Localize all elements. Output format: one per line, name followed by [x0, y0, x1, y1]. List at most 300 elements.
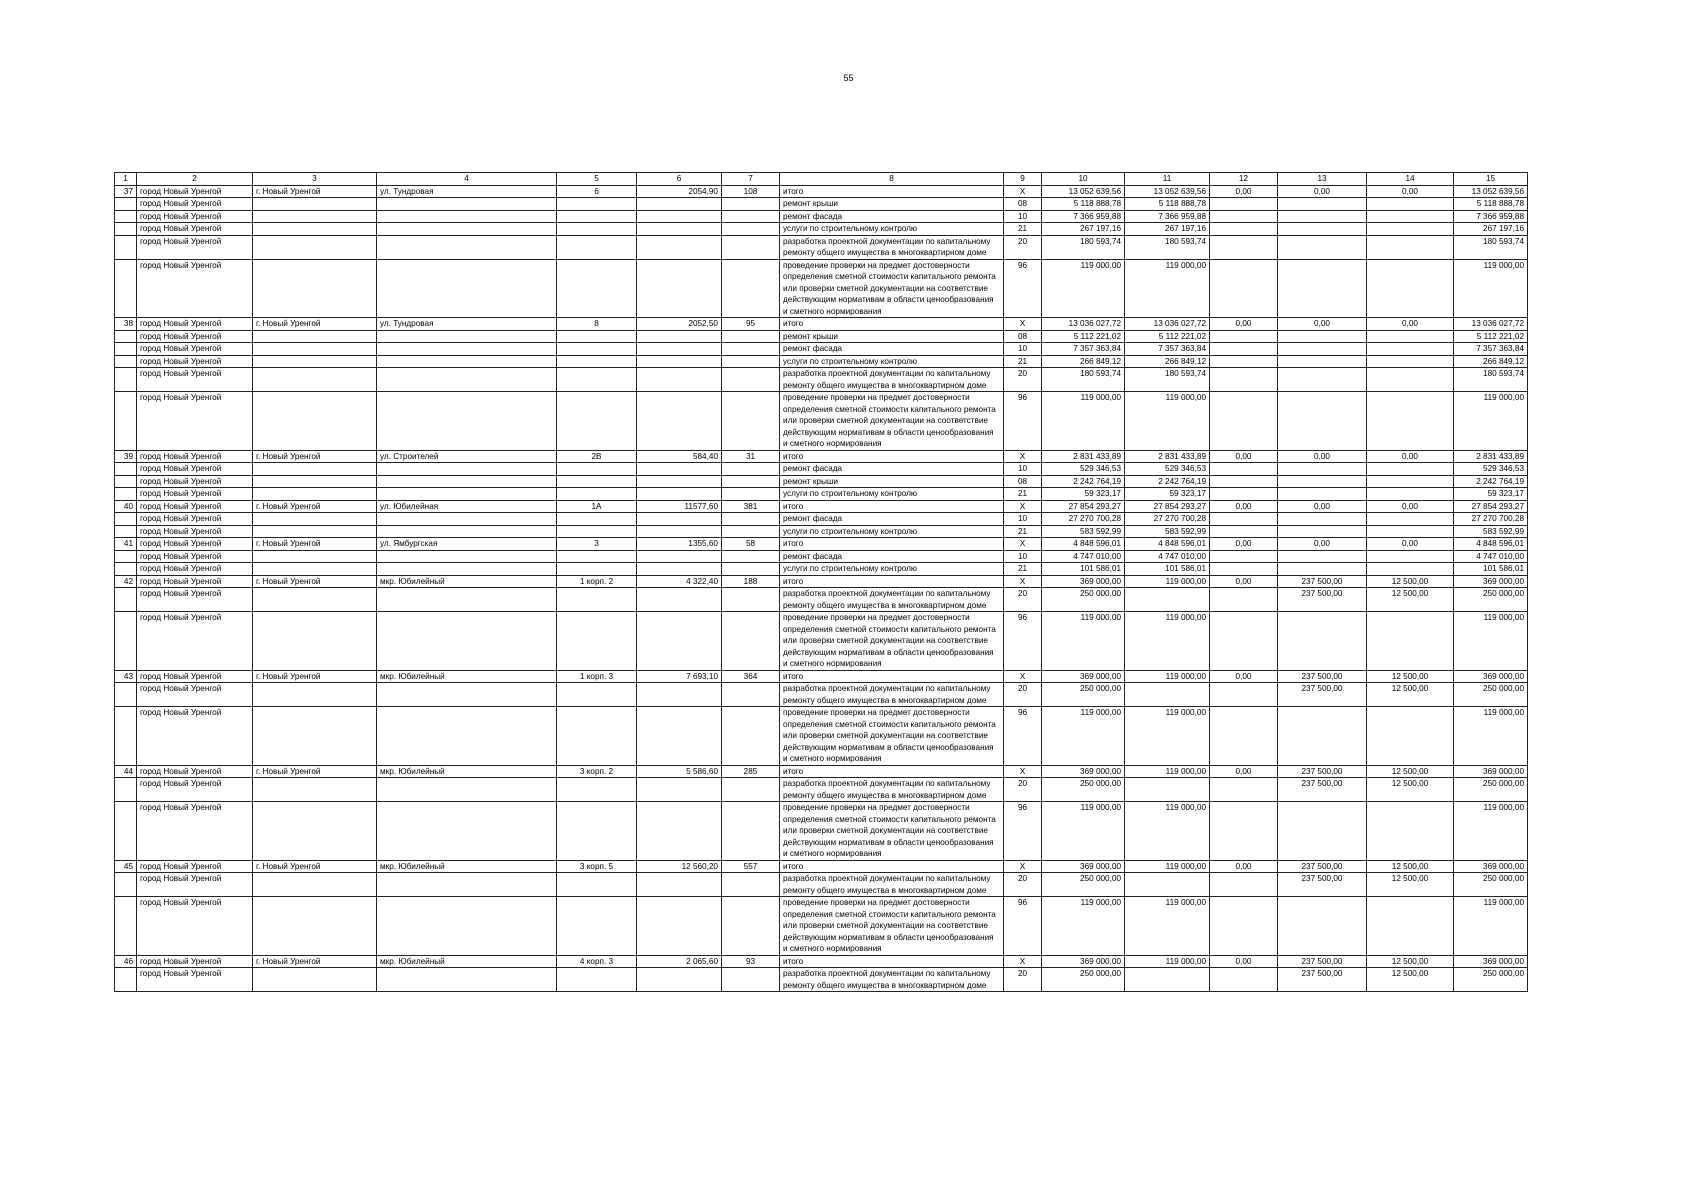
total-cost-cell: 119 000,00 [1042, 897, 1125, 956]
street-cell [377, 223, 557, 236]
street-cell: мкр. Юбилейный [377, 955, 557, 968]
work-type-cell: разработка проектной документации по капитальному ремонту общего имущества в многоквартирном доме [780, 873, 1004, 897]
local-budget-cell: 0,00 [1278, 318, 1367, 331]
work-type-cell: ремонт крыши [780, 475, 1004, 488]
settlement-cell [253, 563, 377, 576]
table-row [115, 450, 1528, 463]
municipality-cell: город Новый Уренгой [137, 707, 253, 766]
municipality-cell: город Новый Уренгой [137, 513, 253, 526]
area-cell [637, 707, 722, 766]
row-index-cell: 37 [115, 185, 137, 198]
settlement-cell [253, 550, 377, 563]
residents-cell [722, 612, 780, 671]
total-cost-cell: 119 000,00 [1042, 707, 1125, 766]
regional-budget-cell [1210, 235, 1278, 259]
row-index-cell [115, 198, 137, 211]
area-cell [637, 235, 722, 259]
house-number-cell [557, 802, 637, 861]
local-budget-cell: 0,00 [1278, 500, 1367, 513]
table-row [115, 223, 1528, 236]
settlement-cell [253, 612, 377, 671]
work-code-cell: 21 [1004, 488, 1042, 501]
owners-funds-cell [1367, 198, 1454, 211]
fund-cost-cell: 119 000,00 [1125, 575, 1210, 588]
local-budget-cell [1278, 343, 1367, 356]
work-code-cell: 96 [1004, 802, 1042, 861]
municipality-cell: город Новый Уренгой [137, 588, 253, 612]
municipality-cell: город Новый Уренгой [137, 897, 253, 956]
area-cell [637, 802, 722, 861]
table-row [115, 355, 1528, 368]
row-index-cell [115, 475, 137, 488]
regional-budget-cell [1210, 463, 1278, 476]
local-budget-cell [1278, 210, 1367, 223]
total-cost-cell: 250 000,00 [1042, 778, 1125, 802]
street-cell [377, 330, 557, 343]
local-budget-cell: 237 500,00 [1278, 778, 1367, 802]
house-number-cell [557, 198, 637, 211]
estimated-cost-cell: 180 593,74 [1454, 368, 1528, 392]
column-number: 15 [1454, 173, 1528, 186]
work-type-cell: итого [780, 185, 1004, 198]
residents-cell [722, 525, 780, 538]
owners-funds-cell: 12 500,00 [1367, 873, 1454, 897]
estimated-cost-cell: 180 593,74 [1454, 235, 1528, 259]
row-index-cell [115, 550, 137, 563]
house-number-cell [557, 588, 637, 612]
regional-budget-cell [1210, 343, 1278, 356]
municipality-cell: город Новый Уренгой [137, 368, 253, 392]
work-type-cell: итого [780, 538, 1004, 551]
fund-cost-cell: 119 000,00 [1125, 670, 1210, 683]
residents-cell [722, 368, 780, 392]
residents-cell [722, 355, 780, 368]
fund-cost-cell [1125, 778, 1210, 802]
estimated-cost-cell: 7 366 959,88 [1454, 210, 1528, 223]
work-type-cell: итого [780, 575, 1004, 588]
local-budget-cell [1278, 897, 1367, 956]
work-code-cell: 20 [1004, 778, 1042, 802]
settlement-cell: г. Новый Уренгой [253, 500, 377, 513]
total-cost-cell: 529 346,53 [1042, 463, 1125, 476]
residents-cell [722, 259, 780, 318]
estimated-cost-cell: 59 323,17 [1454, 488, 1528, 501]
residents-cell: 95 [722, 318, 780, 331]
row-index-cell: 42 [115, 575, 137, 588]
municipality-cell: город Новый Уренгой [137, 670, 253, 683]
owners-funds-cell: 0,00 [1367, 450, 1454, 463]
street-cell: мкр. Юбилейный [377, 860, 557, 873]
street-cell [377, 392, 557, 451]
column-number: 7 [722, 173, 780, 186]
settlement-cell: г. Новый Уренгой [253, 860, 377, 873]
area-cell [637, 873, 722, 897]
owners-funds-cell [1367, 343, 1454, 356]
owners-funds-cell: 12 500,00 [1367, 588, 1454, 612]
area-cell: 12 560,20 [637, 860, 722, 873]
regional-budget-cell [1210, 612, 1278, 671]
total-cost-cell: 119 000,00 [1042, 392, 1125, 451]
total-cost-cell: 2 242 764,19 [1042, 475, 1125, 488]
settlement-cell [253, 392, 377, 451]
work-code-cell: Х [1004, 450, 1042, 463]
regional-budget-cell: 0,00 [1210, 670, 1278, 683]
column-number: 11 [1125, 173, 1210, 186]
owners-funds-cell [1367, 210, 1454, 223]
work-code-cell: Х [1004, 185, 1042, 198]
house-number-cell: 4 корп. 3 [557, 955, 637, 968]
estimated-cost-cell: 2 242 764,19 [1454, 475, 1528, 488]
owners-funds-cell [1367, 897, 1454, 956]
municipality-cell: город Новый Уренгой [137, 550, 253, 563]
owners-funds-cell [1367, 355, 1454, 368]
work-code-cell: 20 [1004, 235, 1042, 259]
local-budget-cell [1278, 550, 1367, 563]
work-type-cell: проведение проверки на предмет достоверности определения сметной стоимости капитального ремонта или проверки сметной документации на соответствие действующим нормативам в области ценообразования и сметного нормирования [780, 707, 1004, 766]
regional-budget-cell: 0,00 [1210, 955, 1278, 968]
fund-cost-cell [1125, 968, 1210, 992]
local-budget-cell [1278, 463, 1367, 476]
total-cost-cell: 13 052 639,56 [1042, 185, 1125, 198]
local-budget-cell [1278, 707, 1367, 766]
estimated-cost-cell: 4 848 596,01 [1454, 538, 1528, 551]
work-code-cell: 96 [1004, 392, 1042, 451]
street-cell [377, 588, 557, 612]
local-budget-cell: 237 500,00 [1278, 873, 1367, 897]
settlement-cell [253, 259, 377, 318]
fund-cost-cell: 7 357 363,84 [1125, 343, 1210, 356]
estimated-cost-cell: 5 112 221,02 [1454, 330, 1528, 343]
residents-cell [722, 802, 780, 861]
row-index-cell [115, 683, 137, 707]
fund-cost-cell: 59 323,17 [1125, 488, 1210, 501]
regional-budget-cell [1210, 897, 1278, 956]
row-index-cell [115, 223, 137, 236]
fund-cost-cell: 119 000,00 [1125, 860, 1210, 873]
house-number-cell: 3 корп. 2 [557, 765, 637, 778]
settlement-cell [253, 778, 377, 802]
column-number: 4 [377, 173, 557, 186]
municipality-cell: город Новый Уренгой [137, 185, 253, 198]
owners-funds-cell: 12 500,00 [1367, 670, 1454, 683]
regional-budget-cell: 0,00 [1210, 500, 1278, 513]
residents-cell: 364 [722, 670, 780, 683]
work-type-cell: разработка проектной документации по капитальному ремонту общего имущества в многоквартирном доме [780, 683, 1004, 707]
area-cell [637, 488, 722, 501]
work-code-cell: Х [1004, 955, 1042, 968]
total-cost-cell: 180 593,74 [1042, 235, 1125, 259]
regional-budget-cell: 0,00 [1210, 185, 1278, 198]
owners-funds-cell [1367, 513, 1454, 526]
column-number: 3 [253, 173, 377, 186]
house-number-cell [557, 259, 637, 318]
house-number-cell [557, 683, 637, 707]
owners-funds-cell [1367, 525, 1454, 538]
local-budget-cell: 237 500,00 [1278, 860, 1367, 873]
work-type-cell: услуги по строительному контролю [780, 488, 1004, 501]
house-number-cell [557, 563, 637, 576]
total-cost-cell: 13 036 027,72 [1042, 318, 1125, 331]
regional-budget-cell [1210, 968, 1278, 992]
house-number-cell [557, 968, 637, 992]
house-number-cell [557, 355, 637, 368]
house-number-cell [557, 392, 637, 451]
residents-cell [722, 330, 780, 343]
owners-funds-cell [1367, 707, 1454, 766]
street-cell [377, 235, 557, 259]
table-row [115, 513, 1528, 526]
house-number-cell [557, 778, 637, 802]
work-code-cell: 96 [1004, 259, 1042, 318]
table-row [115, 670, 1528, 683]
total-cost-cell: 27 854 293,27 [1042, 500, 1125, 513]
fund-cost-cell: 5 118 888,78 [1125, 198, 1210, 211]
local-budget-cell: 237 500,00 [1278, 683, 1367, 707]
street-cell [377, 563, 557, 576]
work-type-cell: итого [780, 955, 1004, 968]
fund-cost-cell: 266 849,12 [1125, 355, 1210, 368]
fund-cost-cell: 119 000,00 [1125, 392, 1210, 451]
residents-cell [722, 343, 780, 356]
settlement-cell: г. Новый Уренгой [253, 670, 377, 683]
work-type-cell: ремонт фасада [780, 463, 1004, 476]
local-budget-cell [1278, 475, 1367, 488]
row-index-cell [115, 612, 137, 671]
regional-budget-cell [1210, 223, 1278, 236]
regional-budget-cell [1210, 259, 1278, 318]
area-cell [637, 259, 722, 318]
work-code-cell: 21 [1004, 563, 1042, 576]
area-cell: 584,40 [637, 450, 722, 463]
work-type-cell: разработка проектной документации по капитальному ремонту общего имущества в многоквартирном доме [780, 968, 1004, 992]
total-cost-cell: 101 586,01 [1042, 563, 1125, 576]
area-cell [637, 897, 722, 956]
fund-cost-cell: 119 000,00 [1125, 897, 1210, 956]
fund-cost-cell: 13 036 027,72 [1125, 318, 1210, 331]
work-type-cell: ремонт фасада [780, 210, 1004, 223]
fund-cost-cell [1125, 683, 1210, 707]
area-cell [637, 355, 722, 368]
local-budget-cell [1278, 392, 1367, 451]
local-budget-cell [1278, 259, 1367, 318]
residents-cell [722, 968, 780, 992]
fund-cost-cell: 5 112 221,02 [1125, 330, 1210, 343]
fund-cost-cell: 180 593,74 [1125, 368, 1210, 392]
work-code-cell: Х [1004, 500, 1042, 513]
local-budget-cell: 0,00 [1278, 185, 1367, 198]
row-index-cell: 44 [115, 765, 137, 778]
table-row [115, 343, 1528, 356]
total-cost-cell: 250 000,00 [1042, 683, 1125, 707]
residents-cell [722, 392, 780, 451]
table-row [115, 235, 1528, 259]
fund-cost-cell: 119 000,00 [1125, 612, 1210, 671]
fund-cost-cell: 2 242 764,19 [1125, 475, 1210, 488]
house-number-cell [557, 210, 637, 223]
regional-budget-cell: 0,00 [1210, 318, 1278, 331]
settlement-cell [253, 873, 377, 897]
regional-budget-cell [1210, 330, 1278, 343]
work-code-cell: 20 [1004, 968, 1042, 992]
area-cell: 11577,60 [637, 500, 722, 513]
street-cell [377, 259, 557, 318]
work-code-cell: 20 [1004, 368, 1042, 392]
settlement-cell [253, 968, 377, 992]
local-budget-cell: 237 500,00 [1278, 955, 1367, 968]
municipality-cell: город Новый Уренгой [137, 450, 253, 463]
municipality-cell: город Новый Уренгой [137, 463, 253, 476]
settlement-cell [253, 210, 377, 223]
row-index-cell [115, 802, 137, 861]
owners-funds-cell: 12 500,00 [1367, 765, 1454, 778]
area-cell [637, 463, 722, 476]
row-index-cell [115, 563, 137, 576]
residents-cell [722, 513, 780, 526]
street-cell [377, 550, 557, 563]
work-code-cell: Х [1004, 575, 1042, 588]
street-cell: мкр. Юбилейный [377, 765, 557, 778]
municipality-cell: город Новый Уренгой [137, 500, 253, 513]
residents-cell [722, 588, 780, 612]
area-cell [637, 210, 722, 223]
work-code-cell: 20 [1004, 588, 1042, 612]
work-type-cell: итого [780, 318, 1004, 331]
house-number-cell: 3 [557, 538, 637, 551]
area-cell [637, 525, 722, 538]
settlement-cell [253, 525, 377, 538]
table-row [115, 368, 1528, 392]
street-cell: ул. Строителей [377, 450, 557, 463]
house-number-cell: 6 [557, 185, 637, 198]
column-number: 1 [115, 173, 137, 186]
column-number: 12 [1210, 173, 1278, 186]
estimated-cost-cell: 250 000,00 [1454, 873, 1528, 897]
column-number: 8 [780, 173, 1004, 186]
settlement-cell [253, 513, 377, 526]
table-row [115, 463, 1528, 476]
residents-cell [722, 488, 780, 501]
fund-cost-cell: 27 270 700,28 [1125, 513, 1210, 526]
residents-cell [722, 873, 780, 897]
area-cell: 7 693,10 [637, 670, 722, 683]
table-row [115, 330, 1528, 343]
street-cell [377, 525, 557, 538]
municipality-cell: город Новый Уренгой [137, 355, 253, 368]
municipality-cell: город Новый Уренгой [137, 318, 253, 331]
settlement-cell [253, 343, 377, 356]
owners-funds-cell: 12 500,00 [1367, 778, 1454, 802]
table-row [115, 563, 1528, 576]
work-type-cell: итого [780, 500, 1004, 513]
table-row [115, 588, 1528, 612]
area-cell [637, 368, 722, 392]
house-number-cell: 2В [557, 450, 637, 463]
estimated-cost-cell: 5 118 888,78 [1454, 198, 1528, 211]
row-index-cell [115, 235, 137, 259]
residents-cell: 31 [722, 450, 780, 463]
table-row [115, 955, 1528, 968]
row-index-cell [115, 707, 137, 766]
row-index-cell [115, 488, 137, 501]
estimated-cost-cell: 119 000,00 [1454, 707, 1528, 766]
local-budget-cell: 237 500,00 [1278, 670, 1367, 683]
work-type-cell: разработка проектной документации по капитальному ремонту общего имущества в многоквартирном доме [780, 235, 1004, 259]
house-number-cell: 1А [557, 500, 637, 513]
residents-cell [722, 475, 780, 488]
residents-cell [722, 235, 780, 259]
total-cost-cell: 369 000,00 [1042, 955, 1125, 968]
owners-funds-cell [1367, 368, 1454, 392]
owners-funds-cell [1367, 488, 1454, 501]
table-row [115, 707, 1528, 766]
local-budget-cell [1278, 525, 1367, 538]
street-cell [377, 343, 557, 356]
fund-cost-cell: 119 000,00 [1125, 955, 1210, 968]
municipality-cell: город Новый Уренгой [137, 612, 253, 671]
fund-cost-cell [1125, 873, 1210, 897]
table-row [115, 897, 1528, 956]
estimated-cost-cell: 13 052 639,56 [1454, 185, 1528, 198]
estimated-cost-cell: 119 000,00 [1454, 802, 1528, 861]
regional-budget-cell [1210, 392, 1278, 451]
house-number-cell [557, 525, 637, 538]
fund-cost-cell: 13 052 639,56 [1125, 185, 1210, 198]
regional-budget-cell [1210, 355, 1278, 368]
work-type-cell: итого [780, 670, 1004, 683]
fund-cost-cell: 180 593,74 [1125, 235, 1210, 259]
local-budget-cell [1278, 223, 1367, 236]
table-row [115, 612, 1528, 671]
owners-funds-cell: 12 500,00 [1367, 683, 1454, 707]
estimated-cost-cell: 266 849,12 [1454, 355, 1528, 368]
municipality-cell: город Новый Уренгой [137, 873, 253, 897]
column-number: 6 [637, 173, 722, 186]
street-cell [377, 778, 557, 802]
row-index-cell [115, 897, 137, 956]
settlement-cell [253, 475, 377, 488]
street-cell [377, 355, 557, 368]
residents-cell [722, 210, 780, 223]
row-index-cell [115, 873, 137, 897]
work-type-cell: проведение проверки на предмет достоверности определения сметной стоимости капитального ремонта или проверки сметной документации на соответствие действующим нормативам в области ценообразования и сметного нормирования [780, 259, 1004, 318]
owners-funds-cell [1367, 330, 1454, 343]
settlement-cell [253, 683, 377, 707]
row-index-cell: 46 [115, 955, 137, 968]
total-cost-cell: 5 118 888,78 [1042, 198, 1125, 211]
local-budget-cell: 237 500,00 [1278, 968, 1367, 992]
work-code-cell: Х [1004, 318, 1042, 331]
area-cell [637, 513, 722, 526]
local-budget-cell: 237 500,00 [1278, 765, 1367, 778]
work-code-cell: 21 [1004, 525, 1042, 538]
street-cell: мкр. Юбилейный [377, 670, 557, 683]
estimated-cost-cell: 4 747 010,00 [1454, 550, 1528, 563]
row-index-cell [115, 368, 137, 392]
fund-cost-cell: 119 000,00 [1125, 765, 1210, 778]
area-cell [637, 223, 722, 236]
settlement-cell [253, 707, 377, 766]
settlement-cell [253, 897, 377, 956]
total-cost-cell: 4 747 010,00 [1042, 550, 1125, 563]
table-row [115, 259, 1528, 318]
regional-budget-cell: 0,00 [1210, 575, 1278, 588]
total-cost-cell: 369 000,00 [1042, 670, 1125, 683]
total-cost-cell: 59 323,17 [1042, 488, 1125, 501]
row-index-cell [115, 330, 137, 343]
owners-funds-cell [1367, 235, 1454, 259]
house-number-cell [557, 513, 637, 526]
regional-budget-cell [1210, 525, 1278, 538]
